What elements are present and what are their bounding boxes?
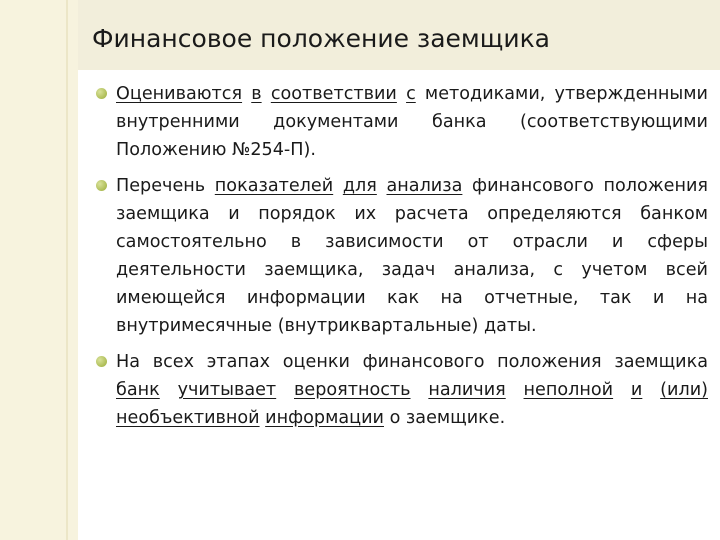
underlined-text-segment: вероятность	[294, 380, 411, 400]
text-segment: Перечень	[116, 176, 206, 196]
bullet-item-3	[96, 348, 708, 432]
underlined-text-segment: информации	[265, 408, 384, 428]
underlined-text-segment: неполной	[523, 380, 614, 400]
underlined-text-segment: банк	[116, 380, 160, 400]
underlined-text-segment: необъективной	[116, 408, 260, 428]
text-segment	[506, 380, 524, 400]
bullet-dot-icon	[96, 356, 107, 367]
text-segment	[160, 380, 178, 400]
text-segment	[397, 84, 406, 104]
bullet-text-1	[116, 80, 708, 164]
underlined-text-segment: в	[251, 84, 262, 104]
bullet-item-2	[96, 172, 708, 340]
underlined-text-segment: учитывает	[177, 380, 277, 400]
text-segment	[377, 176, 387, 196]
bullet-dot-icon	[96, 88, 107, 99]
underlined-text-segment: наличия	[428, 380, 506, 400]
text-segment	[642, 380, 660, 400]
text-segment	[613, 380, 631, 400]
text-segment: финансового положения заемщика и порядок их расчета определяются банком самостоятельно в зависимости от отрасли и сферы деятельности заемщика, задач анализа, с учетом всей имеющейся информации как на отчетные, так и на внутримесячные (внутриквартальные) даты.	[116, 176, 709, 336]
text-segment	[242, 84, 251, 104]
bullet-text-3	[116, 348, 708, 432]
text-segment	[333, 176, 343, 196]
slide-content	[96, 80, 708, 440]
underlined-text-segment: Оцениваются	[116, 84, 243, 104]
underlined-text-segment: для	[342, 176, 377, 196]
left-decorative-line	[66, 0, 68, 540]
text-segment	[276, 380, 294, 400]
bullet-dot-icon	[96, 180, 107, 191]
text-segment	[411, 380, 429, 400]
bullet-item-1	[96, 80, 708, 164]
underlined-text-segment: (или)	[660, 380, 708, 400]
text-segment: методиками, утвержденными внутренними документами банка (соответствующими Положению №254-П).	[116, 84, 708, 160]
underlined-text-segment: и	[630, 380, 643, 400]
underlined-text-segment: показателей	[214, 176, 334, 196]
text-segment	[262, 84, 271, 104]
text-segment	[205, 176, 215, 196]
slide-title: Финансовое положение заемщика	[92, 24, 550, 53]
underlined-text-segment: соответствии	[270, 84, 397, 104]
underlined-text-segment: с	[406, 84, 416, 104]
text-segment: На всех этапах оценки финансового положения заемщика	[116, 352, 708, 372]
underlined-text-segment: анализа	[386, 176, 463, 196]
bullet-text-2	[116, 172, 708, 340]
text-segment: о заемщике.	[383, 408, 506, 428]
